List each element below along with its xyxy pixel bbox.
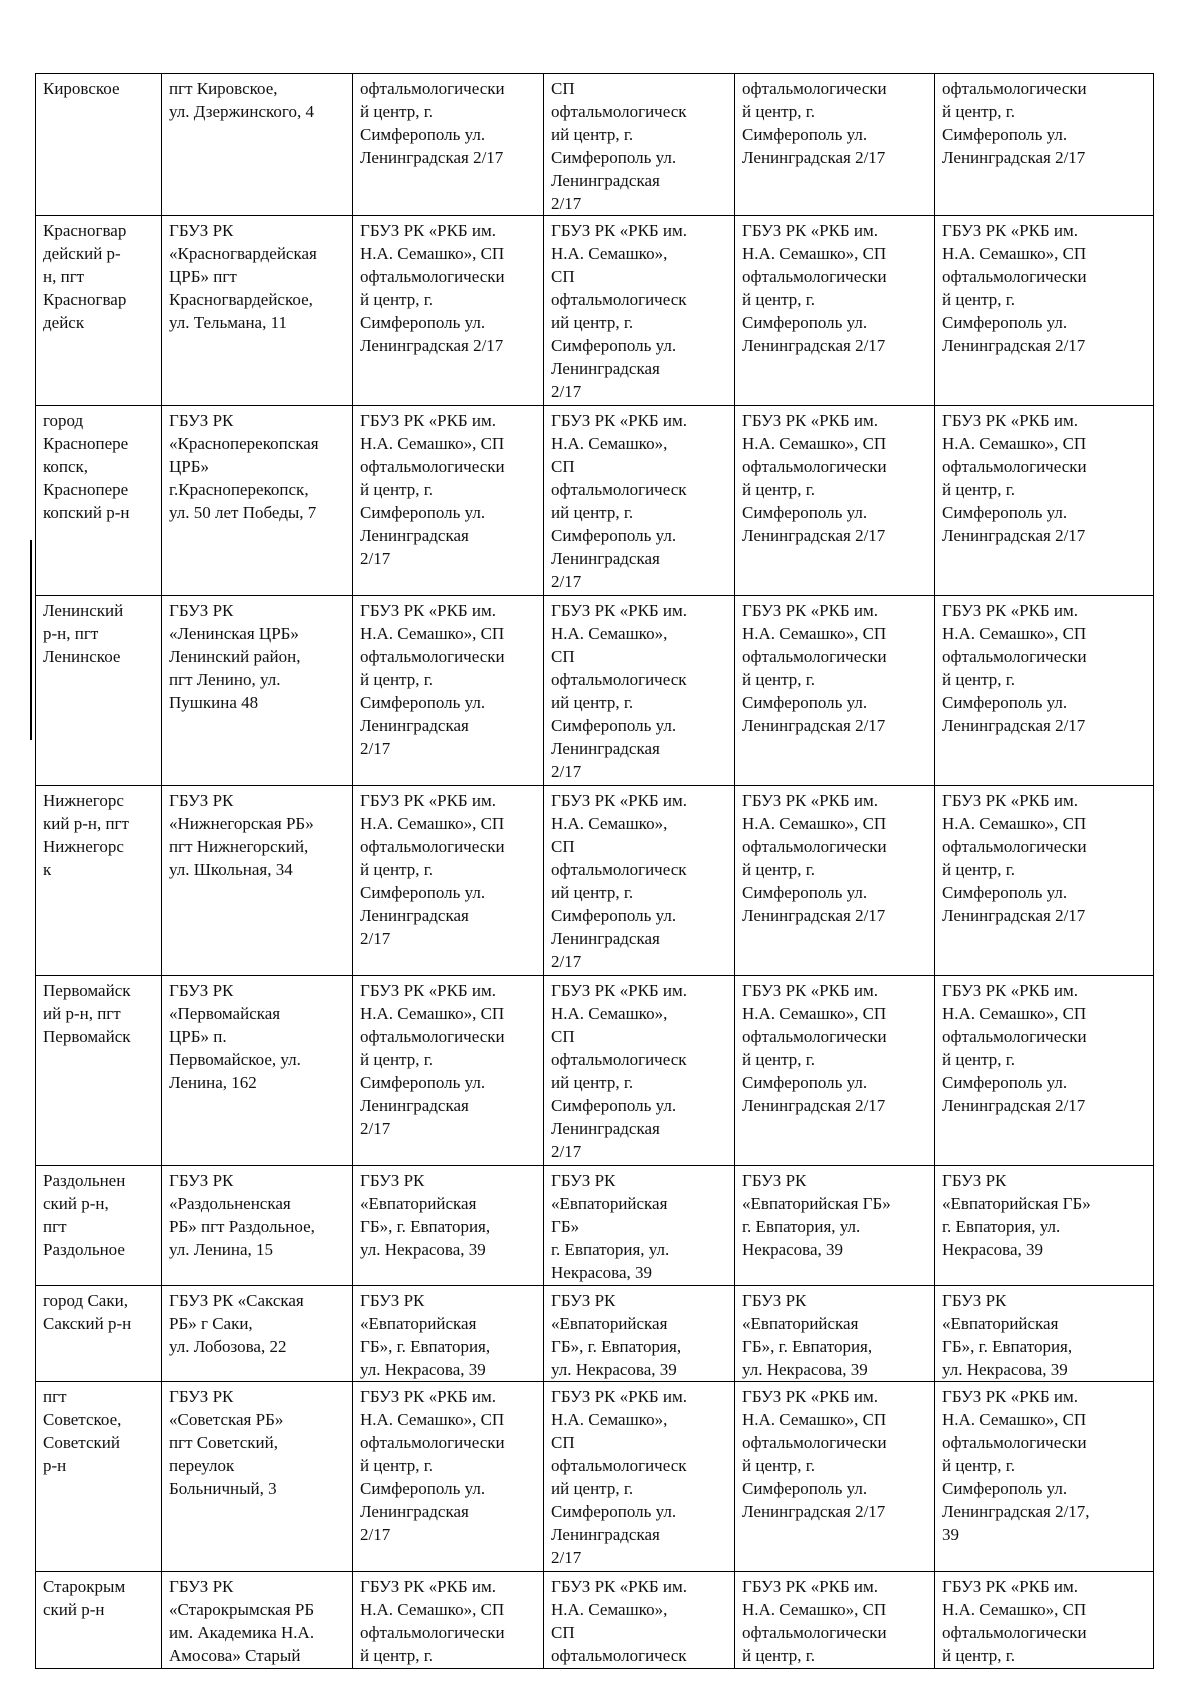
referral-cell-2 (544, 976, 735, 1166)
referral-text-1: ГБУЗ РК «РКБ им. Н.А. Семашко», СП офтальмологически й центр, г. (360, 1577, 505, 1665)
referral-text-2: ГБУЗ РК «РКБ им. Н.А. Семашко», СП офтальмологическ ий центр, г. Симферополь ул. Ленинградская 2/17 (551, 411, 688, 591)
referral-cell-4 (935, 1572, 1154, 1669)
referral-cell-4 (935, 1286, 1154, 1382)
area-text: Первомайск ий р-н, пгт Первомайск (43, 981, 131, 1046)
referral-text-4: ГБУЗ РК «РКБ им. Н.А. Семашко», СП офтальмологически й центр, г. Симферополь ул. Ленинградская 2/17 (942, 791, 1087, 925)
referral-text-1: ГБУЗ РК «Евпаторийская ГБ», г. Евпатория, ул. Некрасова, 39 (360, 1171, 491, 1259)
referral-text-3: ГБУЗ РК «РКБ им. Н.А. Семашко», СП офтальмологически й центр, г. Симферополь ул. Ленинградская 2/17 (742, 601, 887, 735)
referral-cell-1 (353, 1166, 544, 1286)
referral-text-4: ГБУЗ РК «РКБ им. Н.А. Семашко», СП офтальмологически й центр, г. Симферополь ул. Ленинградская 2/17 (942, 411, 1087, 545)
referral-cell-3 (735, 1572, 935, 1669)
referral-cell-2 (544, 786, 735, 976)
table-body (36, 74, 1154, 1669)
referral-cell-1 (353, 1382, 544, 1572)
area-cell (36, 216, 162, 406)
table-row (36, 786, 1154, 976)
local-facility-cell (162, 216, 353, 406)
referral-text-4: офтальмологически й центр, г. Симферополь ул. Ленинградская 2/17 (942, 79, 1087, 167)
area-text: город Саки, Сакский р-н (43, 1291, 132, 1333)
local-facility-text: ГБУЗ РК «Первомайская ЦРБ» п. Первомайское, ул. Ленина, 162 (169, 981, 301, 1092)
area-cell (36, 1286, 162, 1382)
referral-text-1: ГБУЗ РК «РКБ им. Н.А. Семашко», СП офтальмологически й центр, г. Симферополь ул. Ленинградская 2/17 (360, 411, 505, 568)
referral-text-3: ГБУЗ РК «РКБ им. Н.А. Семашко», СП офтальмологически й центр, г. Симферополь ул. Ленинградская 2/17 (742, 981, 887, 1115)
referral-text-3: ГБУЗ РК «Евпаторийская ГБ», г. Евпатория, ул. Некрасова, 39 (742, 1291, 873, 1379)
area-cell (36, 74, 162, 216)
referral-cell-4 (935, 1382, 1154, 1572)
referral-text-3: ГБУЗ РК «Евпаторийская ГБ» г. Евпатория, ул. Некрасова, 39 (742, 1171, 891, 1259)
local-facility-cell (162, 74, 353, 216)
referral-text-2: ГБУЗ РК «РКБ им. Н.А. Семашко», СП офтальмологическ ий центр, г. Симферополь ул. Ленинградская 2/17 (551, 1387, 688, 1567)
referral-text-3: ГБУЗ РК «РКБ им. Н.А. Семашко», СП офтальмологически й центр, г. Симферополь ул. Ленинградская 2/17 (742, 1387, 887, 1521)
referral-cell-1 (353, 1572, 544, 1669)
referral-cell-1 (353, 1286, 544, 1382)
referral-cell-2 (544, 1572, 735, 1669)
area-text: Раздольнен ский р-н, пгт Раздольное (43, 1171, 126, 1259)
referral-text-2: ГБУЗ РК «Евпаторийская ГБ» г. Евпатория, ул. Некрасова, 39 (551, 1171, 670, 1282)
referral-text-1: ГБУЗ РК «РКБ им. Н.А. Семашко», СП офтальмологически й центр, г. Симферополь ул. Ленинградская 2/17 (360, 981, 505, 1138)
referral-text-2: СП офтальмологическ ий центр, г. Симферополь ул. Ленинградская 2/17 (551, 79, 687, 213)
referral-cell-3 (735, 1286, 935, 1382)
referral-text-1: офтальмологически й центр, г. Симферополь ул. Ленинградская 2/17 (360, 79, 505, 167)
referral-cell-3 (735, 1382, 935, 1572)
local-facility-cell (162, 1286, 353, 1382)
referral-text-4: ГБУЗ РК «РКБ им. Н.А. Семашко», СП офтальмологически й центр, г. (942, 1577, 1087, 1665)
local-facility-cell (162, 596, 353, 786)
local-facility-text: ГБУЗ РК «Ленинская ЦРБ» Ленинский район, пгт Ленино, ул. Пушкина 48 (169, 601, 301, 712)
referral-cell-3 (735, 216, 935, 406)
table-row (36, 1572, 1154, 1669)
referral-text-4: ГБУЗ РК «РКБ им. Н.А. Семашко», СП офтальмологически й центр, г. Симферополь ул. Ленинградская 2/17 (942, 981, 1087, 1115)
referral-text-1: ГБУЗ РК «РКБ им. Н.А. Семашко», СП офтальмологически й центр, г. Симферополь ул. Ленинградская 2/17 (360, 221, 505, 355)
referral-text-2: ГБУЗ РК «Евпаторийская ГБ», г. Евпатория, ул. Некрасова, 39 (551, 1291, 682, 1379)
referral-cell-1 (353, 406, 544, 596)
referral-cell-4 (935, 74, 1154, 216)
referral-text-4: ГБУЗ РК «РКБ им. Н.А. Семашко», СП офтальмологически й центр, г. Симферополь ул. Ленинградская 2/17 (942, 601, 1087, 735)
referral-text-1: ГБУЗ РК «РКБ им. Н.А. Семашко», СП офтальмологически й центр, г. Симферополь ул. Ленинградская 2/17 (360, 1387, 505, 1544)
referral-text-1: ГБУЗ РК «РКБ им. Н.А. Семашко», СП офтальмологически й центр, г. Симферополь ул. Ленинградская 2/17 (360, 601, 505, 758)
referral-cell-3 (735, 406, 935, 596)
referral-cell-3 (735, 786, 935, 976)
referral-cell-2 (544, 1286, 735, 1382)
local-facility-text: ГБУЗ РК «Раздольненская РБ» пгт Раздольное, ул. Ленина, 15 (169, 1171, 315, 1259)
area-text: Старокрым ский р-н (43, 1577, 126, 1619)
referral-text-3: ГБУЗ РК «РКБ им. Н.А. Семашко», СП офтальмологически й центр, г. Симферополь ул. Ленинградская 2/17 (742, 221, 887, 355)
area-cell (36, 406, 162, 596)
referral-cell-1 (353, 786, 544, 976)
local-facility-text: ГБУЗ РК «Красноперекопская ЦРБ» г.Красноперекопск, ул. 50 лет Победы, 7 (169, 411, 319, 522)
area-cell (36, 786, 162, 976)
local-facility-text: ГБУЗ РК «Старокрымская РБ им. Академика Н.А. Амосова» Старый (169, 1577, 315, 1665)
referral-cell-4 (935, 786, 1154, 976)
local-facility-text: ГБУЗ РК «Нижнегорская РБ» пгт Нижнегорский, ул. Школьная, 34 (169, 791, 314, 879)
area-cell (36, 1166, 162, 1286)
referral-cell-2 (544, 216, 735, 406)
referral-cell-4 (935, 1166, 1154, 1286)
referral-table (35, 73, 1154, 1669)
referral-cell-3 (735, 1166, 935, 1286)
area-text: пгт Советское, Советский р-н (43, 1387, 122, 1475)
table-row (36, 1382, 1154, 1572)
area-text: город Краснопере копск, Краснопере копский р-н (43, 411, 130, 522)
referral-text-2: ГБУЗ РК «РКБ им. Н.А. Семашко», СП офтальмологическ ий центр, г. Симферополь ул. Ленинградская 2/17 (551, 221, 688, 401)
referral-cell-2 (544, 74, 735, 216)
referral-cell-4 (935, 406, 1154, 596)
local-facility-cell (162, 786, 353, 976)
table-row (36, 976, 1154, 1166)
local-facility-cell (162, 1572, 353, 1669)
local-facility-cell (162, 1382, 353, 1572)
area-text: Ленинский р-н, пгт Ленинское (43, 601, 124, 666)
referral-text-4: ГБУЗ РК «Евпаторийская ГБ», г. Евпатория, ул. Некрасова, 39 (942, 1291, 1073, 1379)
area-cell (36, 1572, 162, 1669)
referral-cell-4 (935, 976, 1154, 1166)
referral-text-1: ГБУЗ РК «РКБ им. Н.А. Семашко», СП офтальмологически й центр, г. Симферополь ул. Ленинградская 2/17 (360, 791, 505, 948)
referral-cell-4 (935, 596, 1154, 786)
referral-cell-2 (544, 1166, 735, 1286)
referral-text-2: ГБУЗ РК «РКБ им. Н.А. Семашко», СП офтальмологическ ий центр, г. Симферополь ул. Ленинградская 2/17 (551, 601, 688, 781)
referral-text-4: ГБУЗ РК «РКБ им. Н.А. Семашко», СП офтальмологически й центр, г. Симферополь ул. Ленинградская 2/17 (942, 221, 1087, 355)
local-facility-cell (162, 406, 353, 596)
scan-edge-mark (30, 540, 32, 740)
referral-text-4: ГБУЗ РК «РКБ им. Н.А. Семашко», СП офтальмологически й центр, г. Симферополь ул. Ленинградская 2/17, 39 (942, 1387, 1090, 1544)
referral-cell-1 (353, 216, 544, 406)
local-facility-cell (162, 976, 353, 1166)
referral-cell-2 (544, 1382, 735, 1572)
referral-text-3: ГБУЗ РК «РКБ им. Н.А. Семашко», СП офтальмологически й центр, г. (742, 1577, 887, 1665)
area-text: Кировское (43, 79, 120, 98)
local-facility-cell (162, 1166, 353, 1286)
local-facility-text: ГБУЗ РК «Сакская РБ» г Саки, ул. Лобозова, 22 (169, 1291, 304, 1356)
area-cell (36, 596, 162, 786)
table-row (36, 406, 1154, 596)
table-row (36, 596, 1154, 786)
referral-cell-4 (935, 216, 1154, 406)
local-facility-text: ГБУЗ РК «Советская РБ» пгт Советский, переулок Больничный, 3 (169, 1387, 284, 1498)
referral-text-3: ГБУЗ РК «РКБ им. Н.А. Семашко», СП офтальмологически й центр, г. Симферополь ул. Ленинградская 2/17 (742, 411, 887, 545)
referral-text-4: ГБУЗ РК «Евпаторийская ГБ» г. Евпатория, ул. Некрасова, 39 (942, 1171, 1091, 1259)
referral-cell-2 (544, 406, 735, 596)
referral-cell-1 (353, 596, 544, 786)
referral-cell-1 (353, 976, 544, 1166)
referral-cell-3 (735, 74, 935, 216)
table-row (36, 74, 1154, 216)
referral-cell-1 (353, 74, 544, 216)
referral-text-3: ГБУЗ РК «РКБ им. Н.А. Семашко», СП офтальмологически й центр, г. Симферополь ул. Ленинградская 2/17 (742, 791, 887, 925)
table-row (36, 1286, 1154, 1382)
referral-text-2: ГБУЗ РК «РКБ им. Н.А. Семашко», СП офтальмологическ ий центр, г. Симферополь ул. Ленинградская 2/17 (551, 791, 688, 971)
referral-cell-3 (735, 976, 935, 1166)
referral-text-2: ГБУЗ РК «РКБ им. Н.А. Семашко», СП офтальмологическ ий центр, г. Симферополь ул. Ленинградская 2/17 (551, 981, 688, 1161)
table-row (36, 216, 1154, 406)
area-cell (36, 1382, 162, 1572)
area-text: Нижнегорс кий р-н, пгт Нижнегорс к (43, 791, 129, 879)
area-cell (36, 976, 162, 1166)
local-facility-text: ГБУЗ РК «Красногвардейская ЦРБ» пгт Красногвардейское, ул. Тельмана, 11 (169, 221, 317, 332)
referral-text-3: офтальмологически й центр, г. Симферополь ул. Ленинградская 2/17 (742, 79, 887, 167)
local-facility-text: пгт Кировское, ул. Дзержинского, 4 (169, 79, 314, 121)
table-row (36, 1166, 1154, 1286)
referral-cell-3 (735, 596, 935, 786)
referral-text-1: ГБУЗ РК «Евпаторийская ГБ», г. Евпатория, ул. Некрасова, 39 (360, 1291, 491, 1379)
area-text: Красногвар дейский р- н, пгт Красногвар дейск (43, 221, 127, 332)
referral-text-2: ГБУЗ РК «РКБ им. Н.А. Семашко», СП офтальмологическ (551, 1577, 688, 1665)
referral-cell-2 (544, 596, 735, 786)
